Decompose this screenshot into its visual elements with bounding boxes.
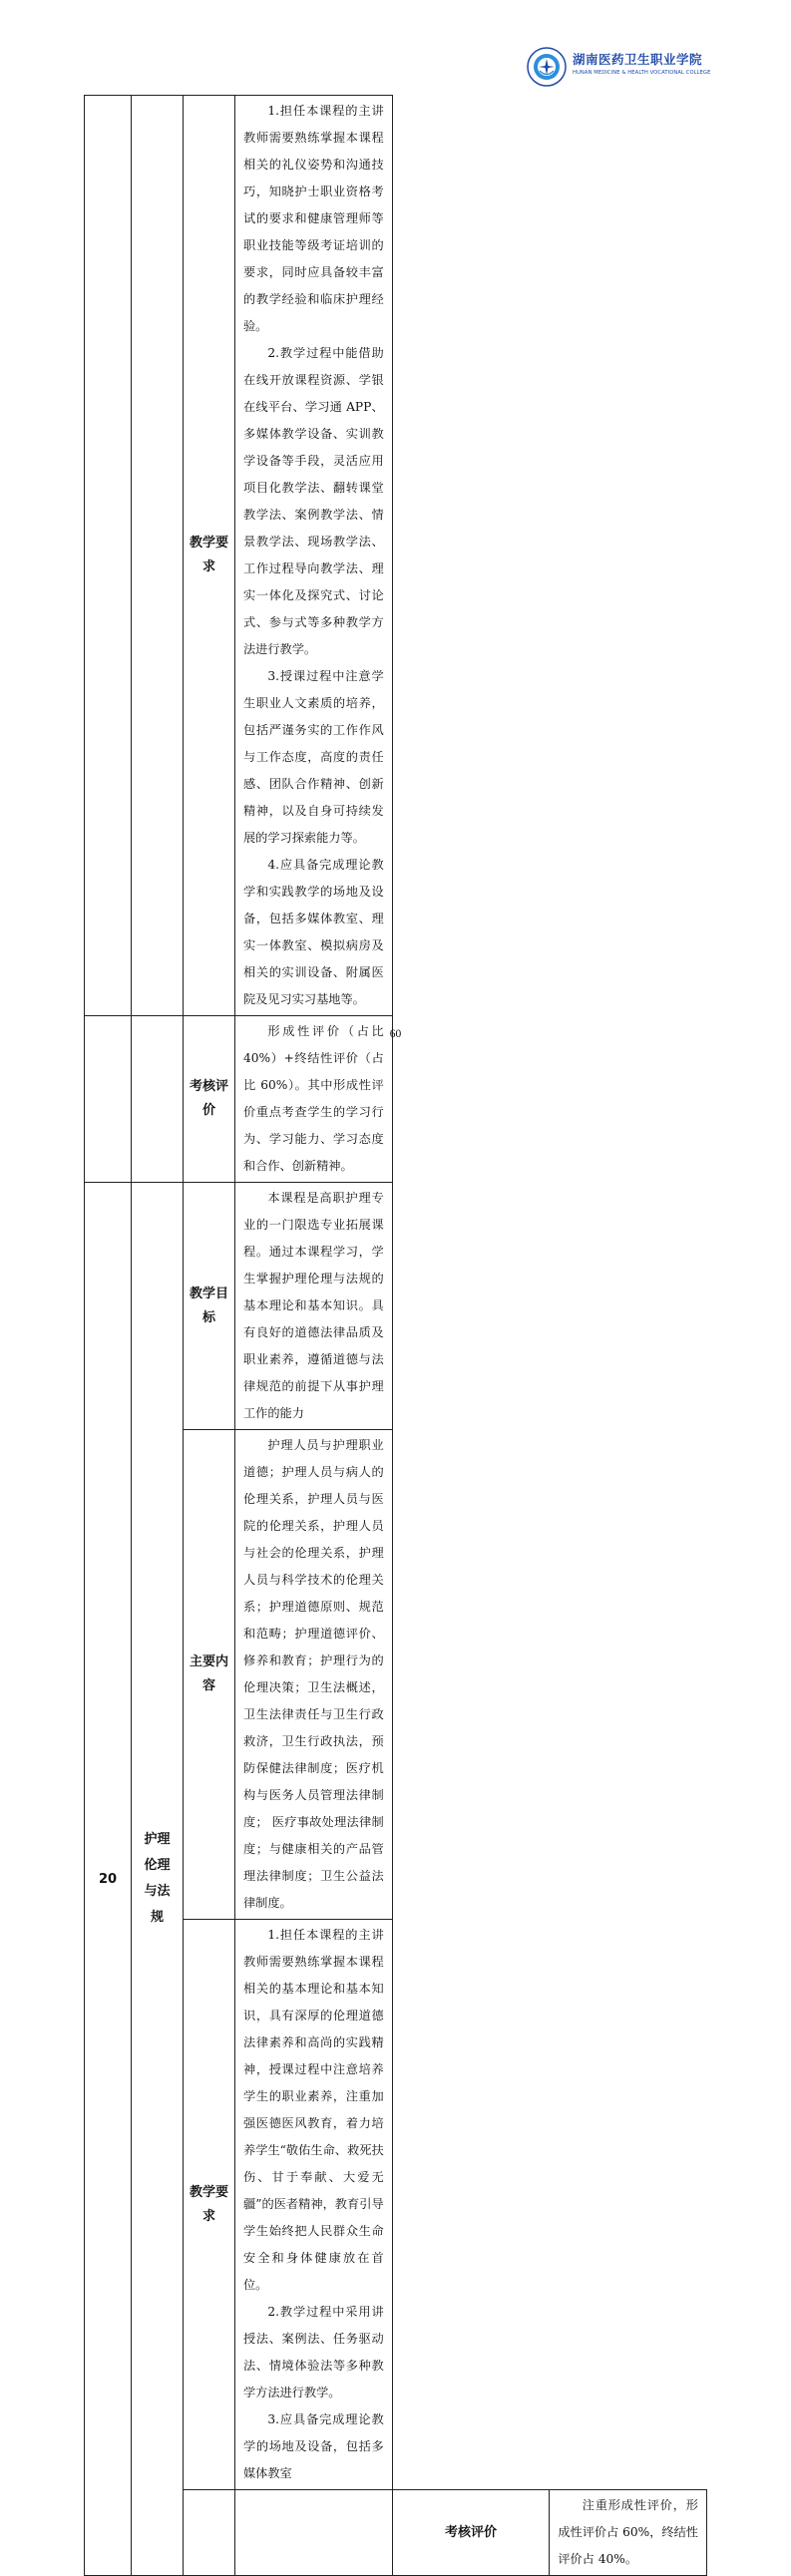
college-header bbox=[527, 44, 726, 92]
course-name-cell bbox=[132, 96, 184, 1016]
course-name-cell bbox=[132, 1016, 184, 1183]
college-seal-icon bbox=[527, 47, 567, 87]
category-label: 主要内容 bbox=[184, 1430, 235, 1920]
teaching-requirements bbox=[235, 96, 393, 1016]
course-name: 护理伦理与法规 bbox=[132, 1183, 184, 2576]
category-label: 考核评价 bbox=[392, 2490, 550, 2576]
requirement-item: 2.教学过程中采用讲授法、案例法、任务驱动法、情境体验法等多种教学方法进行教学。 bbox=[243, 2305, 384, 2399]
category-label: 教学要求 bbox=[184, 96, 235, 1016]
category-label: 教学要求 bbox=[184, 1920, 235, 2490]
teaching-objectives: 本课程是高职护理专业的一门限选专业拓展课程。通过本课程学习，学生掌握护理伦理与法规的基本理论和基本知识。具有良好的道德法律品质及职业素养，遵循道德与法律规范的前提下从事护理工作的能力 bbox=[235, 1183, 393, 1430]
course-number-cell bbox=[85, 96, 132, 1016]
teaching-requirements bbox=[235, 1920, 393, 2490]
main-content: 护理人员与护理职业道德；护理人员与病人的伦理关系，护理人员与医院的伦理关系，护理人员与社会的伦理关系，护理人员与科学技术的伦理关系；护理道德原则、规范和范畴；护理道德评价、修养和教育；护理行为的伦理决策；卫生法概述，卫生法律责任与卫生行政救济，卫生行政执法，预防保健法律制度；医疗机构与医务人员管理法律制度； 医疗事故处理法律制度；与健康相关的产品管理法律制度；卫生公益法律制度。 bbox=[235, 1430, 393, 1920]
table-row bbox=[85, 1183, 707, 1430]
table-row bbox=[85, 1016, 707, 1183]
assessment-text: 注重形成性评价，形成性评价占 60%，终结性评价占 40%。 bbox=[550, 2490, 707, 2576]
college-name-en: HUNAN MEDICINE & HEALTH VOCATIONAL COLLEGE bbox=[573, 70, 711, 76]
requirement-item: 1.担任本课程的主讲教师需要熟练掌握本课程相关的基本理论和基本知识，具有深厚的伦理道德法律素养和高尚的实践精神，授课过程中注意培养学生的职业素养，注重加强医德医风教育，着力培养学生“敬佑生命、救死扶伤、甘于奉献、大爱无疆”的医者精神，教育引导学生始终把人民群众生命安全和身体健康放在首位。 bbox=[243, 1928, 384, 2292]
requirement-item: 3.应具备完成理论教学的场地及设备，包括多媒体教室 bbox=[243, 2412, 384, 2480]
course-number-cell bbox=[85, 1016, 132, 1183]
course-table bbox=[84, 95, 707, 2576]
requirement-item: 1.担任本课程的主讲教师需要熟练掌握本课程相关的礼仪姿势和沟通技巧，知晓护士职业资格考试的要求和健康管理师等职业技能等级考证培训的要求，同时应具备较丰富的教学经验和临床护理经验。 bbox=[243, 104, 384, 333]
assessment-text: 形成性评价（占比 40%）+终结性评价（占比 60%）。其中形成性评价重点考查学生的学习行为、学习能力、学习态度和合作、创新精神。 bbox=[235, 1016, 393, 1183]
course-number-cell bbox=[184, 2490, 235, 2576]
course-name-cell bbox=[235, 2490, 393, 2576]
course-number: 20 bbox=[85, 1183, 132, 2576]
category-label: 教学目标 bbox=[184, 1183, 235, 1430]
requirement-item: 4.应具备完成理论教学和实践教学的场地及设备，包括多媒体教室、理实一体教室、模拟病房及相关的实训设备、附属医院及见习实习基地等。 bbox=[243, 858, 384, 1006]
requirement-item: 3.授课过程中注意学生职业人文素质的培养，包括严谨务实的工作作风与工作态度，高度的责任感、团队合作精神、创新精神，以及自身可持续发展的学习探索能力等。 bbox=[243, 669, 384, 845]
college-name: 湖南医药卫生职业学院 bbox=[573, 52, 703, 67]
requirement-item: 2.教学过程中能借助在线开放课程资源、学银在线平台、学习通 APP、多媒体教学设备、实训教学设备等手段，灵活应用项目化教学法、翻转课堂教学法、案例教学法、情景教学法、现场教学法、工作过程导向教学法、理实一体化及探究式、讨论式、参与式等多种教学方法进行教学。 bbox=[243, 346, 384, 656]
page-number: 60 bbox=[389, 1028, 402, 1040]
category-label: 考核评价 bbox=[184, 1016, 235, 1183]
table-row bbox=[85, 96, 707, 1016]
